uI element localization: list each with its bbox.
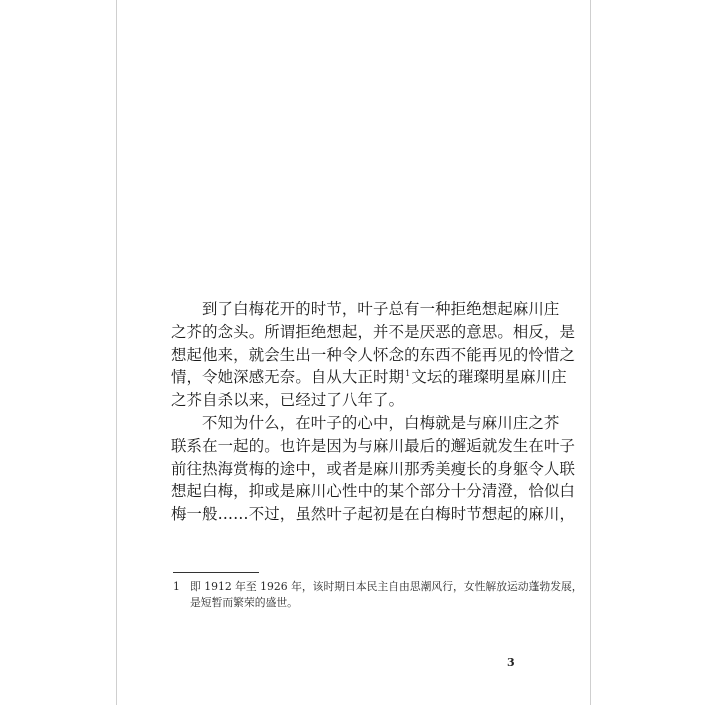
text-line: 前往热海赏梅的途中，或者是麻川那秀美瘦长的身躯令人联 [171,459,576,478]
text-line: 之芥的念头。所谓拒绝想起，并不是厌恶的意思。相反，是 [171,322,576,341]
text-line: 之芥自杀以来，已经过了八年了。 [171,391,405,410]
body-text [171,298,576,526]
paragraph-1 [171,298,576,412]
footnote-reference: 1 [405,369,411,379]
footnote-number: 1 [173,580,180,593]
text-segment: 情，令她深感无奈。自从大正时期 [171,368,405,387]
footnote-line [173,579,583,595]
text-line-with-note [171,366,567,389]
footnote-divider [173,572,259,573]
text-line: 联系在一起的。也许是因为与麻川最后的邂逅就发生在叶子 [171,436,576,455]
text-line: 不知为什么，在叶子的心中，白梅就是与麻川庄之芥 [202,413,560,432]
text-segment: 文坛的璀璨明星麻川庄 [411,368,567,387]
text-line: 梅一般……不过，虽然叶子起初是在白梅时节想起的麻川， [171,505,576,524]
footnote-text: 即 1912 年至 1926 年，该时期日本民主自由思潮风行，女性解放运动蓬勃发展， [190,580,583,593]
page-number: 3 [507,656,515,669]
paragraph-2 [171,412,576,526]
footnote-line: 是短暂而繁荣的盛世。 [190,596,298,609]
footnote [173,579,583,611]
text-line: 想起白梅，抑或是麻川心性中的某个部分十分清澄，恰似白 [171,482,576,501]
text-line: 到了白梅花开的时节，叶子总有一种拒绝想起麻川庄 [202,300,560,318]
text-line: 想起他来，就会生出一种令人怀念的东西不能再见的怜惜之 [171,345,576,364]
